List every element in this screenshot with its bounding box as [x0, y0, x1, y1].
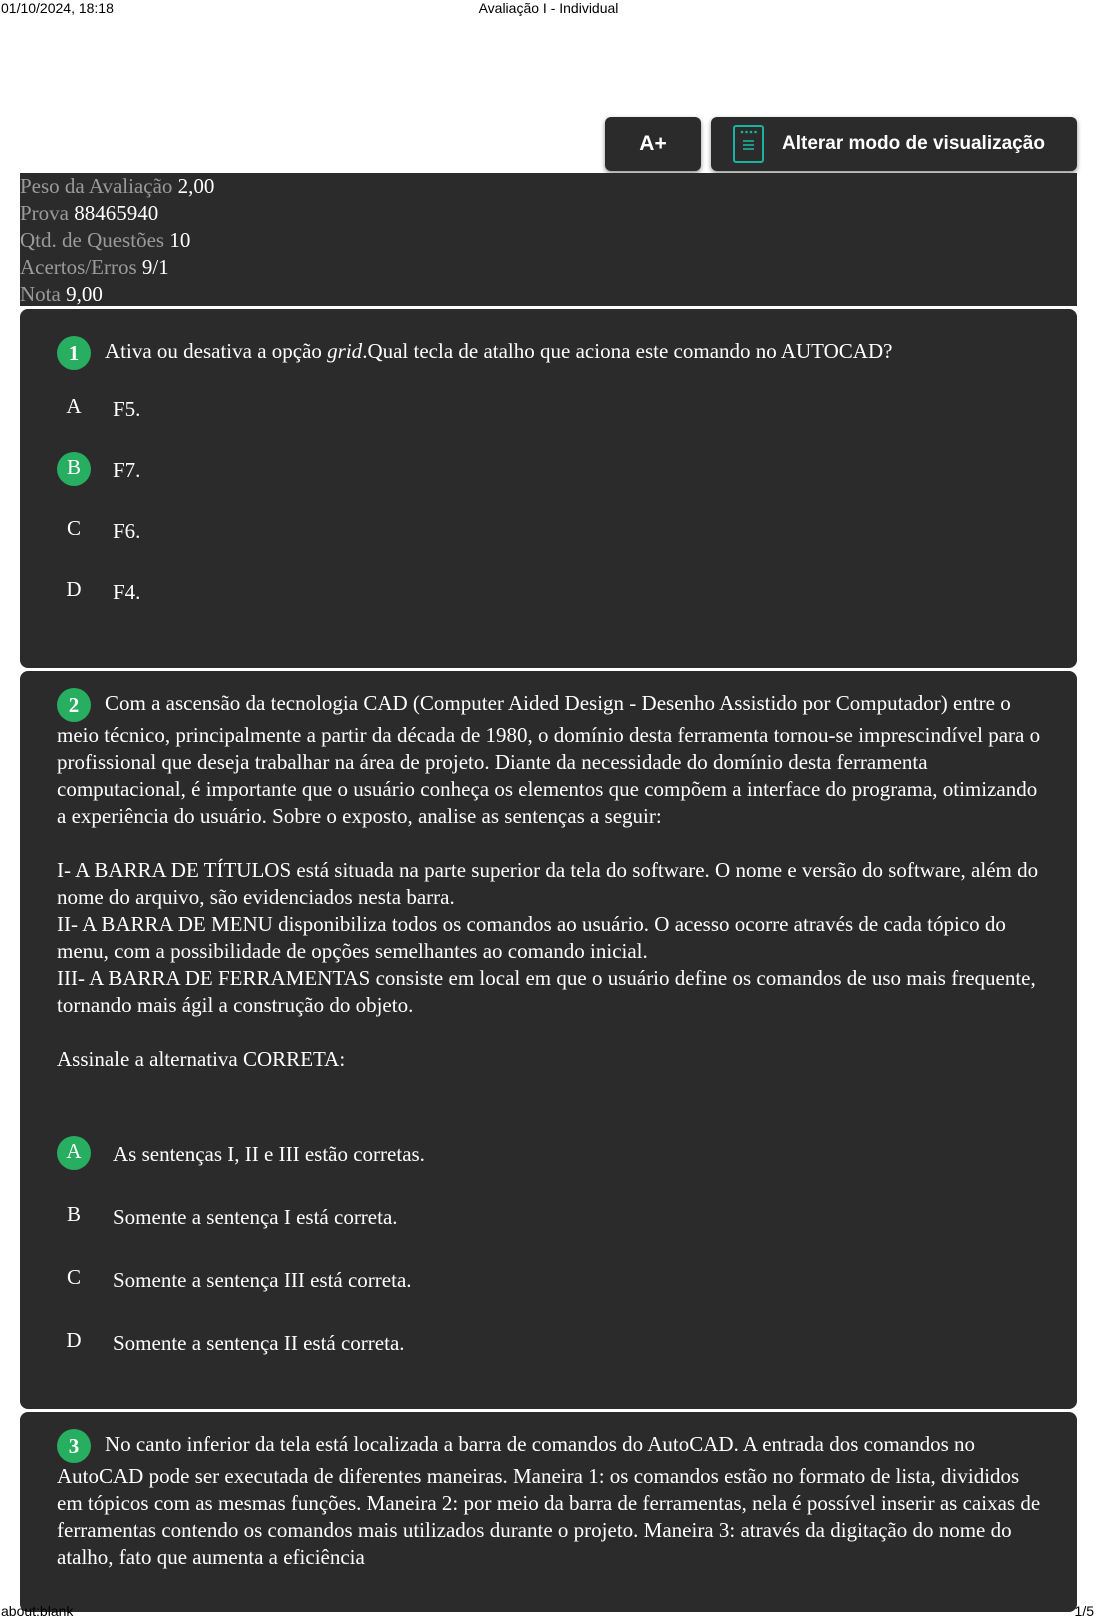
document-view-icon	[733, 125, 764, 163]
increase-font-button[interactable]: A+	[605, 117, 701, 171]
option-letter: C	[66, 1265, 81, 1289]
summary-exam: Prova 88465940	[20, 201, 159, 225]
print-footer	[0, 1603, 1097, 1621]
question-number-badge: 2	[57, 688, 91, 722]
option-letter: B	[66, 1202, 81, 1226]
change-view-mode-button[interactable]	[711, 117, 1077, 171]
option-text: Somente a sentença I está correta.	[113, 1205, 398, 1229]
option-text: Somente a sentença III está correta.	[113, 1268, 412, 1292]
summary-grade: Nota 9,00	[20, 282, 103, 306]
print-url: about:blank	[1, 1603, 74, 1619]
question-number-badge: 3	[57, 1429, 91, 1463]
question-number-badge: 1	[57, 336, 91, 370]
option-letter-correct: A	[57, 1136, 91, 1170]
option-letter: D	[66, 1328, 82, 1352]
option-text: F6.	[113, 519, 141, 543]
sentence-3: III- A BARRA DE FERRAMENTAS consiste em local em que o usuário define os comandos de uso mais frequente, tornando mais ágil a construção do objeto.	[57, 966, 1036, 1017]
toolbar	[605, 117, 1077, 171]
question-card-2	[20, 671, 1077, 1409]
print-page-number: 1/5	[1074, 1603, 1094, 1619]
option-text: Somente a sentença II está correta.	[113, 1331, 405, 1355]
print-datetime: 01/10/2024, 18:18	[1, 0, 114, 16]
option-text: F7.	[113, 458, 141, 482]
question-text: 3 No canto inferior da tela está localizada a barra de comandos do AutoCAD. A entrada dos comandos no AutoCAD pode ser executada de diferentes maneiras. Maneira 1: os comandos estão no formato de lista, divididos em tópicos com as mesmas funções. Maneira 2: por meio da barra de ferramentas, nela é possível inserir as caixas de ferramentas contendo os comandos mais utilizados durante o projeto. Maneira 3: através da digitação do nome do atalho, fato que aumenta a eficiência	[57, 1429, 1049, 1571]
summary-weight: Peso da Avaliação 2,00	[20, 174, 215, 198]
print-header	[0, 0, 1097, 18]
option-text: As sentenças I, II e III estão corretas.	[113, 1142, 425, 1166]
question-text: 2 Com a ascensão da tecnologia CAD (Computer Aided Design - Desenho Assistido por Computador) entre o meio técnico, principalmente a partir da década de 1980, o domínio desta ferramenta tornou-se imprescindível para o profissional que deseja trabalhar na área de projeto. Diante da necessidade do domínio desta ferramenta computacional, é importante que o usuário conheça os elementos que compõem a interface do programa, otimizando a experiência do usuário. Sobre o exposto, analise as sentenças a seguir: I- A BARRA DE TÍTULOS está situada na parte superior da tela do software. O nome e versão do software, além do nome do arquivo, são evidenciados nesta barra. II- A BARRA DE MENU disponibiliza todos os comandos ao usuário. O acesso ocorre através de cada tópico do menu, com a possibilidade de opções semelhantes ao comando inicial. III- A BARRA DE FERRAMENTAS consiste em local em que o usuário define os comandos de uso mais frequente, tornando mais ágil a construção do objeto. Assinale a alternativa CORRETA:	[57, 688, 1049, 1073]
sentence-1: I- A BARRA DE TÍTULOS está situada na parte superior da tela do software. O nome e versão do software, além do nome do arquivo, são evidenciados nesta barra.	[57, 858, 1039, 909]
exam-summary	[20, 173, 1077, 306]
question-card-3	[20, 1412, 1077, 1612]
option-letter-correct: B	[57, 452, 91, 486]
option-letter: C	[66, 516, 81, 540]
question-card-1	[20, 309, 1077, 668]
summary-score-ratio: Acertos/Erros 9/1	[20, 255, 169, 279]
question-text: 1 Ativa ou desativa a opção grid.Qual tecla de atalho que aciona este comando no AUTOCAD?	[57, 336, 1049, 370]
sentence-2: II- A BARRA DE MENU disponibiliza todos os comandos ao usuário. O acesso ocorre através de cada tópico do menu, com a possibilidade de opções semelhantes ao comando inicial.	[57, 912, 1006, 963]
question-prompt: Assinale a alternativa CORRETA:	[57, 1047, 346, 1071]
option-text: F5.	[113, 397, 141, 421]
option-text: F4.	[113, 580, 141, 604]
print-page-title: Avaliação I - Individual	[478, 0, 619, 16]
summary-question-count: Qtd. de Questões 10	[20, 228, 191, 252]
option-letter: A	[66, 394, 82, 418]
change-view-mode-label: Alterar modo de visualização	[782, 133, 1045, 154]
option-letter: D	[66, 577, 82, 601]
